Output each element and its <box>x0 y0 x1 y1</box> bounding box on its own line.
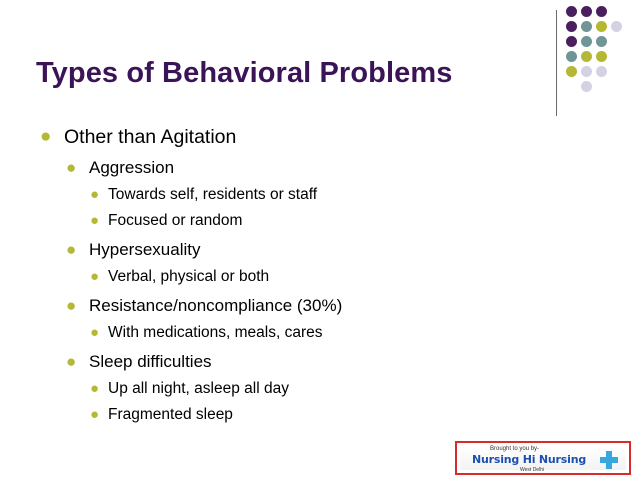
decorative-dot <box>581 36 592 47</box>
logo-top-text: Brought to you by- <box>490 446 540 452</box>
decorative-dot <box>611 21 622 32</box>
bullet-item: Verbal, physical or both <box>108 268 270 285</box>
bullet-item: Focused or random <box>108 212 243 229</box>
bullet-item: Other than Agitation <box>64 126 237 148</box>
decorative-dot <box>596 36 607 47</box>
decorative-dot <box>581 6 592 17</box>
decorative-dot <box>566 6 577 17</box>
decorative-dot <box>596 66 607 77</box>
bullet-marker: ● <box>90 268 100 285</box>
medical-cross-icon <box>600 451 618 469</box>
bullet-marker: ● <box>66 158 77 177</box>
decorative-dot <box>566 36 577 47</box>
decorative-dot <box>581 81 592 92</box>
logo-main-text: Nursing Hi Nursing <box>472 453 587 466</box>
bullet-marker: ● <box>90 406 100 423</box>
title-divider <box>556 10 557 116</box>
decorative-dot <box>566 66 577 77</box>
bullet-item: Hypersexuality <box>89 240 201 259</box>
decorative-dot <box>596 6 607 17</box>
decorative-dot <box>596 21 607 32</box>
bullet-item: Fragmented sleep <box>108 406 233 423</box>
bullet-marker: ● <box>66 296 77 315</box>
bullet-marker: ● <box>90 324 100 341</box>
bullet-marker: ● <box>66 352 77 371</box>
decorative-dot <box>566 51 577 62</box>
decorative-dot <box>581 21 592 32</box>
bullet-item: Up all night, asleep all day <box>108 380 289 397</box>
logo-sub-text: West Delhi <box>520 467 545 473</box>
decorative-dot <box>566 21 577 32</box>
bullet-marker: ● <box>90 380 100 397</box>
bullet-item: Aggression <box>89 158 175 177</box>
bullet-marker: ● <box>40 126 52 147</box>
bullet-marker: ● <box>66 240 77 259</box>
slide-title: Types of Behavioral Problems <box>36 57 453 89</box>
bullet-item: With medications, meals, cares <box>108 324 323 341</box>
decorative-dot <box>581 51 592 62</box>
nursing-logo <box>455 441 631 475</box>
logo-panel <box>460 446 626 473</box>
bullet-item: Sleep difficulties <box>89 352 212 371</box>
bullet-marker: ● <box>90 186 100 203</box>
bullet-item: Towards self, residents or staff <box>108 186 318 203</box>
bullet-item: Resistance/noncompliance (30%) <box>89 296 343 315</box>
bullet-marker: ● <box>90 212 100 229</box>
decorative-dot <box>581 66 592 77</box>
decorative-dot <box>596 51 607 62</box>
